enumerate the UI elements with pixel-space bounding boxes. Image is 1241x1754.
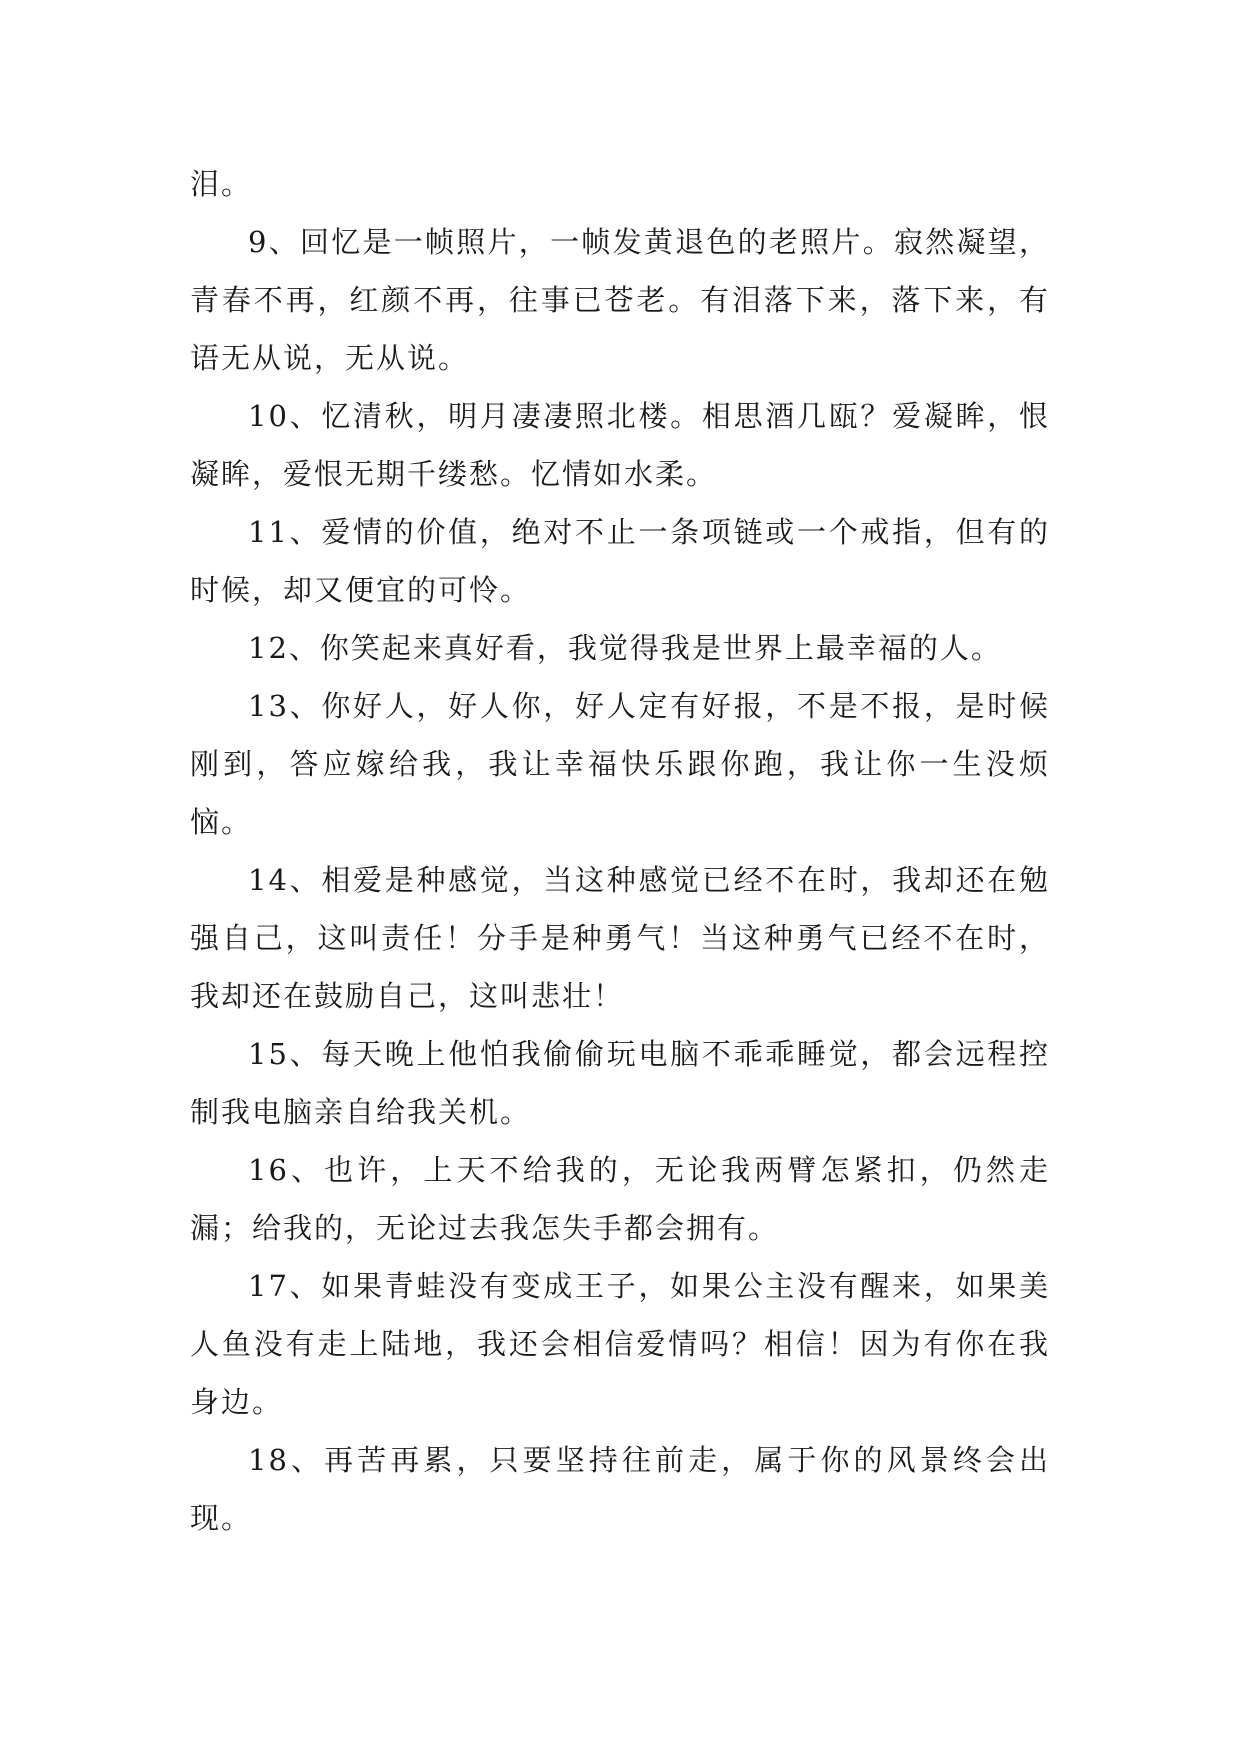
paragraph-15: 15、每天晚上他怕我偷偷玩电脑不乖乖睡觉，都会远程控制我电脑亲自给我关机。 — [190, 1037, 1050, 1129]
paragraph-16: 16、也许，上天不给我的，无论我两臂怎紧扣，仍然走漏；给我的，无论过去我怎失手都会拥有。 — [190, 1153, 1050, 1245]
paragraph-10: 10、忆清秋，明月凄凄照北楼。相思酒几瓯？爱凝眸，恨凝眸，爱恨无期千缕愁。忆情如水柔。 — [190, 399, 1050, 491]
paragraph-12: 12、你笑起来真好看，我觉得我是世界上最幸福的人。 — [248, 631, 1002, 665]
document-body — [190, 155, 1050, 1547]
paragraph-11: 11、爱情的价值，绝对不止一条项链或一个戒指，但有的时候，却又便宜的可怜。 — [190, 515, 1050, 607]
paragraph-17: 17、如果青蛙没有变成王子，如果公主没有醒来，如果美人鱼没有走上陆地，我还会相信爱情吗？相信！因为有你在我身边。 — [190, 1269, 1050, 1419]
paragraph-9: 9、回忆是一帧照片，一帧发黄退色的老照片。寂然凝望，青春不再，红颜不再，往事已苍老。有泪落下来，落下来，有语无从说，无从说。 — [190, 225, 1050, 375]
paragraph-continuation: 泪。 — [190, 167, 253, 201]
paragraph-14: 14、相爱是种感觉，当这种感觉已经不在时，我却还在勉强自己，这叫责任！分手是种勇气！当这种勇气已经不在时，我却还在鼓励自己，这叫悲壮！ — [190, 863, 1050, 1013]
paragraph-13: 13、你好人，好人你，好人定有好报，不是不报，是时候刚到，答应嫁给我，我让幸福快乐跟你跑，我让你一生没烦恼。 — [190, 689, 1050, 839]
paragraph-18: 18、再苦再累，只要坚持往前走，属于你的风景终会出现。 — [190, 1443, 1050, 1535]
